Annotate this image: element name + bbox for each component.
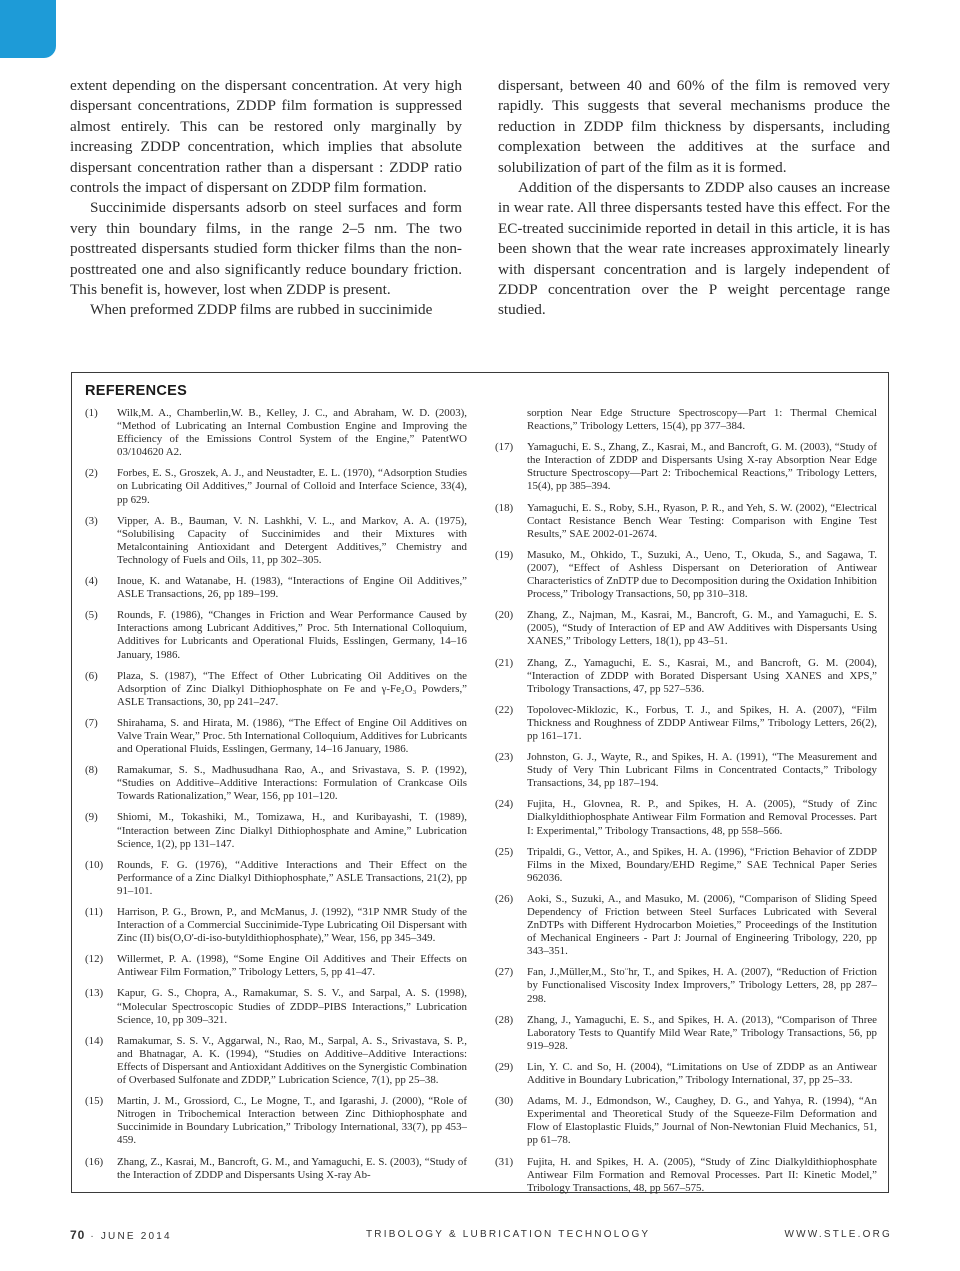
reference-number: (7) xyxy=(85,716,98,729)
reference-text: Shirahama, S. and Hirata, M. (1986), “The Effect of Engine Oil Additives on Valve Train Wear,” Proc. 5th International Colloquium, Additives for Lubricants and Operational Fluids, Esslingen, Germany, 14–16 January, 1986. xyxy=(117,716,467,756)
reference-text: Topolovec-Miklozic, K., Forbus, T. J., and Spikes, H. A. (2007), “Film Thickness and Roughness of ZDDP Antiwear Films,” Tribology Letters, 26(2), pp 161–171. xyxy=(527,703,877,742)
magazine-name: TRIBOLOGY & LUBRICATION TECHNOLOGY xyxy=(366,1229,651,1240)
reference-text: Harrison, P. G., Brown, P., and McManus, J. (1992), “31P NMR Study of the Interaction of a Commercial Succinimide-Type Lubricating Oil Dispersant with Zinc (II) bis(O,O'-di-iso-butyldithiophosphate),” Wear, 156, pp 345–349. xyxy=(117,906,467,945)
references-column-left xyxy=(85,407,467,1203)
reference-text: Wilk,M. A., Chamberlin,W. B., Kelley, J. C., and Abraham, W. D. (2003), “Method of Lubricating an Internal Combustion Engine and Improving the Efficiency of the Emissions Control System of the Engine,” PatentWO 03/104620 A2. xyxy=(117,407,467,459)
reference-text: Yamaguchi, E. S., Zhang, Z., Kasrai, M., and Bancroft, G. M. (2003), “Study of the Interaction of ZDDP and Dispersants Using X-ray Absorption Near Edge Structure Spectroscopy—Part 2: Tribochemical Reactions,” Tribology Letters, 15(4), pp 385–394. xyxy=(527,441,877,493)
reference-item xyxy=(495,441,877,493)
reference-number: (31) xyxy=(495,1155,514,1168)
reference-number: (11) xyxy=(85,906,103,918)
paragraph: dispersant, between 40 and 60% of the film is removed very rapidly. This suggests that several mechanisms produce the reduction in ZDDP film thickness by dispersants, including complexation between the additives at the surface and solubilization of part of the film as it is formed. xyxy=(498,77,890,176)
website-url: WWW.STLE.ORG xyxy=(784,1229,892,1240)
corner-tab xyxy=(0,0,56,58)
article-column-right xyxy=(498,76,890,321)
reference-text: Shiomi, M., Tokashiki, M., Tomizawa, H., and Kuribayashi, T. (1989), “Interaction between Zinc Dialkyl Dithiophosphate and Amine,” Lubrication Science, 1(2), pp 131–147. xyxy=(117,811,467,850)
footer-separator: · xyxy=(90,1231,96,1242)
reference-number: (22) xyxy=(495,703,514,716)
reference-number: (21) xyxy=(495,656,514,669)
reference-item xyxy=(85,1156,467,1182)
reference-item xyxy=(495,966,877,1005)
reference-item xyxy=(85,859,467,898)
article-body xyxy=(70,76,890,321)
reference-item xyxy=(85,987,467,1026)
reference-item xyxy=(85,609,467,661)
reference-item xyxy=(85,1035,467,1087)
reference-item xyxy=(85,467,467,506)
reference-text: Adams, M. J., Edmondson, W., Caughey, D. G., and Yahya, R. (1994), “An Experimental and Theoretical Study of the Squeeze-Film Deformation and Flow of Elastoplastic Fluids,” Journal of Non-Newtonian Fluid Mechanics, 51, pp 61–78. xyxy=(527,1095,877,1147)
reference-item xyxy=(85,1095,467,1147)
reference-text: Zhang, Z., Kasrai, M., Bancroft, G. M., and Yamaguchi, E. S. (2003), “Study of the Interaction of ZDDP and Dispersants Using X-ray Ab- xyxy=(117,1155,467,1181)
reference-item xyxy=(495,798,877,837)
reference-number: (6) xyxy=(85,669,98,682)
reference-item xyxy=(495,1014,877,1053)
reference-text: Aoki, S., Suzuki, A., and Masuko, M. (2006), “Comparison of Sliding Speed Dependency of Friction between Steel Surfaces Lubricated with Several ZnDTPs with Different Hydrocarbon Moieties,” Proceedings of the Institution of Mechanical Engineers - Part J: Journal of Engineering Tribology, 220, pp 343–351. xyxy=(527,892,877,958)
reference-number: (20) xyxy=(495,609,514,622)
reference-text: Ramakumar, S. S. V., Aggarwal, N., Rao, M., Sarpal, A. S., Srivastava, S. P., and Bhatnagar, A. K. (1994), “Studies on Additive–Additive Interactions: Effects of Dispersant and Antioxidant Additives on the Synergistic Combination of Overbased Sulfonate and ZDDP,” Lubrication Science, 7(1), pp 25–38. xyxy=(117,1034,467,1087)
reference-number: (23) xyxy=(495,751,514,764)
paragraph: When preformed ZDDP films are rubbed in succinimide xyxy=(90,301,433,319)
reference-number: (8) xyxy=(85,764,98,777)
reference-number: (13) xyxy=(85,987,104,1000)
paragraph: extent depending on the dispersant concentration. At very high dispersant concentrations, ZDDP film formation is suppressed almost entirely. This can be restored only marginally by increasing ZDDP concentration, which implies that absolute dispersant concentration rather than a dispersant : ZDDP ratio controls the impact of dispersant on ZDDP film formation. xyxy=(70,77,462,197)
reference-item xyxy=(85,764,467,803)
reference-text: Plaza, S. (1987), “The Effect of Other Lubricating Oil Additives on the Adsorption of Zinc Dialkyl Dithiophosphate on Fe and γ-Fe₂O₃ Powders,” ASLE Transactions, 30, pp 241–247. xyxy=(117,669,467,708)
reference-number: (29) xyxy=(495,1060,514,1073)
reference-number: (5) xyxy=(85,609,98,622)
reference-number: (2) xyxy=(85,467,98,480)
reference-text: Kapur, G. S., Chopra, A., Ramakumar, S. S. V., and Sarpal, A. S. (1998), “Molecular Spectroscopic Studies of ZDDP–PIBS Interactions,” Lubrication Science, 10, pp 309–321. xyxy=(117,987,467,1026)
reference-text: Ramakumar, S. S., Madhusudhana Rao, A., and Srivastava, S. P. (1992), “Studies on Additive–Additive Interactions: Formulation of Crankcase Oils Towards Rationalization,” Wear, 156, pp 101–120. xyxy=(117,764,467,803)
references-box xyxy=(71,372,889,1193)
reference-number: (26) xyxy=(495,892,514,905)
reference-item xyxy=(85,717,467,756)
issue-date: JUNE 2014 xyxy=(100,1231,172,1242)
reference-text: Yamaguchi, E. S., Roby, S.H., Ryason, P. R., and Yeh, S. W. (2002), “Electrical Contact Resistance Bench Wear Testing: Comparison with Engine Test Results,” SAE 2002-01-2674. xyxy=(527,501,877,540)
reference-number: (19) xyxy=(495,548,514,561)
reference-item xyxy=(495,407,877,433)
references-heading: REFERENCES xyxy=(85,383,188,399)
reference-item xyxy=(495,549,877,601)
reference-item xyxy=(85,575,467,601)
reference-number: (16) xyxy=(85,1155,104,1168)
reference-text: Willermet, P. A. (1998), “Some Engine Oil Additives and Their Effects on Antiwear Film Formation,” Tribology Letters, 5, pp 41–47. xyxy=(117,953,467,979)
reference-number: (9) xyxy=(85,811,98,824)
reference-item xyxy=(495,1156,877,1195)
reference-text: Vipper, A. B., Bauman, V. N. Lashkhi, V. L., and Markov, A. A. (1975), “Solubilising Capacity of Succinimides and their Mixtures with Metalcontaining Antioxidant and Detergent Additives,” Chemistry and Technology of Fuels and Oils, 11, pp 302–305. xyxy=(117,514,467,566)
reference-text: Rounds, F. (1986), “Changes in Friction and Wear Performance Caused by Interactions among Lubricant Additives,” Proc. 5th International Colloquium, Additives for Lubricants and Operational Fluids, Esslingen, Germany, 14–16 January, 1986. xyxy=(117,609,467,661)
article-column-left xyxy=(70,76,462,321)
reference-text: Fan, J.,Müller,M., Sto¨hr, T., and Spikes, H. A. (2007), “Reduction of Friction by Functionalised Viscosity Index Improvers,” Tribology Letters, 28, pp 287–298. xyxy=(527,966,877,1005)
reference-text: Zhang, Z., Najman, M., Kasrai, M., Bancroft, G. M., and Yamaguchi, E. S. (2005), “Study of Interaction of EP and AW Additives with Dispersants Using XANES,” Tribology Letters, 18(1), pp 43–51. xyxy=(527,609,877,648)
reference-number: (24) xyxy=(495,798,514,811)
reference-text: Johnston, G. J., Wayte, R., and Spikes, H. A. (1991), “The Measurement and Study of Very Thin Lubricant Films in Concentrated Contacts,” Tribology Transactions, 34, pp 187–194. xyxy=(527,751,877,790)
reference-item xyxy=(85,515,467,567)
reference-number: (25) xyxy=(495,845,514,858)
reference-text: Tripaldi, G., Vettor, A., and Spikes, H. A. (1996), “Friction Behavior of ZDDP Films in the Mixed, Boundary/EHD Regime,” SAE Technical Paper Series 962036. xyxy=(527,845,877,884)
reference-text: Zhang, Z., Yamaguchi, E. S., Kasrai, M., and Bancroft, G. M. (2004), “Interaction of ZDDP with Borated Dispersant Using XANES and XPS,” Tribology Transactions, 47, pp 527–536. xyxy=(527,656,877,695)
reference-number: (14) xyxy=(85,1034,104,1047)
reference-text: Fujita, H., Glovnea, R. P., and Spikes, H. A. (2005), “Study of Zinc Dialkyldithiophosphate Antiwear Film Formation and Removal Processes. Part I: Experimental,” Tribology Transactions, 48, pp 558–566. xyxy=(527,798,877,837)
reference-number: (30) xyxy=(495,1095,514,1108)
page-number: 70 xyxy=(70,1228,86,1242)
reference-item xyxy=(495,704,877,743)
reference-text: Martin, J. M., Grossiord, C., Le Mogne, T., and Igarashi, J. (2000), “Role of Nitrogen in Tribochemical Interaction between Zinc Dithiophosphate and Succinimide in Boundary Lubrication,” Tribology International, 33(7), pp 453–459. xyxy=(117,1095,467,1147)
reference-text: sorption Near Edge Structure Spectroscopy—Part 1: Thermal Chemical Reactions,” Tribology Letters, 15(4), pp 377–384. xyxy=(527,407,877,433)
reference-text: Forbes, E. S., Groszek, A. J., and Neustadter, E. L. (1970), “Adsorption Studies on Lubricating Oil Additives,” Journal of Colloid and Interface Science, 33(4), pp 629. xyxy=(117,467,467,506)
reference-item xyxy=(495,1095,877,1147)
reference-item xyxy=(85,953,467,979)
reference-number: (4) xyxy=(85,575,98,588)
reference-item xyxy=(85,407,467,459)
reference-text: Zhang, J., Yamaguchi, E. S., and Spikes, H. A. (2013), “Comparison of Three Laboratory Tests to Quantify Mild Wear Rate,” Tribology Transactions, 56, pp 919–928. xyxy=(527,1013,877,1052)
reference-text: Rounds, F. G. (1976), “Additive Interactions and Their Effect on the Performance of a Zinc Dialkyl Dithiophosphate,” ASLE Transactions, 21(2), pp 91–101. xyxy=(117,858,467,897)
reference-number: (27) xyxy=(495,966,514,979)
reference-number: (3) xyxy=(85,514,98,527)
reference-item xyxy=(85,811,467,850)
reference-number: (15) xyxy=(85,1095,104,1108)
reference-text: Lin, Y. C. and So, H. (2004), “Limitations on Use of ZDDP as an Antiwear Additive in Boundary Lubrication,” Tribology International, 37, pp 25–33. xyxy=(527,1060,877,1087)
reference-item xyxy=(495,751,877,790)
reference-number: (12) xyxy=(85,953,104,966)
reference-number: (17) xyxy=(495,441,514,454)
reference-item xyxy=(495,1061,877,1087)
reference-text: Fujita, H. and Spikes, H. A. (2005), “Study of Zinc Dialkyldithiophosphate Antiwear Film Formation and Removal Processes. Part II: Kinetic Model,” Tribology Transactions, 48, pp 567–575. xyxy=(527,1155,877,1194)
reference-number: (10) xyxy=(85,858,104,871)
reference-item xyxy=(495,657,877,696)
paragraph: Addition of the dispersants to ZDDP also causes an increase in wear rate. All three dispersants tested have this effect. For the EC-treated succinimide reported in detail in this article, it is has been shown that the wear rate increases approximately linearly with dispersant concentration and is largely independent of ZDDP concentration over the P weight percentage range studied. xyxy=(498,179,890,319)
reference-text: Inoue, K. and Watanabe, H. (1983), “Interactions of Engine Oil Additives,” ASLE Transactions, 26, pp 189–199. xyxy=(117,575,467,601)
reference-item xyxy=(495,846,877,885)
reference-text: Masuko, M., Ohkido, T., Suzuki, A., Ueno, T., Okuda, S., and Sagawa, T. (2007), “Effect of Ashless Dispersant on Deterioration of Antiwear Characteristics of ZnDTP due to Decomposition during the Oxidation Inhibition Process,” Tribology Transactions, 50, pp 310–318. xyxy=(527,548,877,601)
page-footer xyxy=(70,1228,892,1242)
references-column-right xyxy=(495,407,877,1203)
reference-item xyxy=(495,609,877,648)
reference-item xyxy=(495,893,877,958)
reference-item xyxy=(85,906,467,945)
reference-number: (18) xyxy=(495,501,514,514)
reference-number: (1) xyxy=(85,407,98,419)
paragraph: Succinimide dispersants adsorb on steel surfaces and form very thin boundary films, in the range 2–5 nm. The two posttreated dispersants studied form thicker films than the non-posttreated one and also significantly reduce boundary friction. This benefit is, however, lost when ZDDP is present. xyxy=(70,199,462,299)
reference-item xyxy=(85,670,467,709)
reference-number: (28) xyxy=(495,1013,514,1026)
references-columns xyxy=(85,407,877,1203)
footer-left xyxy=(70,1228,172,1242)
reference-item xyxy=(495,502,877,541)
